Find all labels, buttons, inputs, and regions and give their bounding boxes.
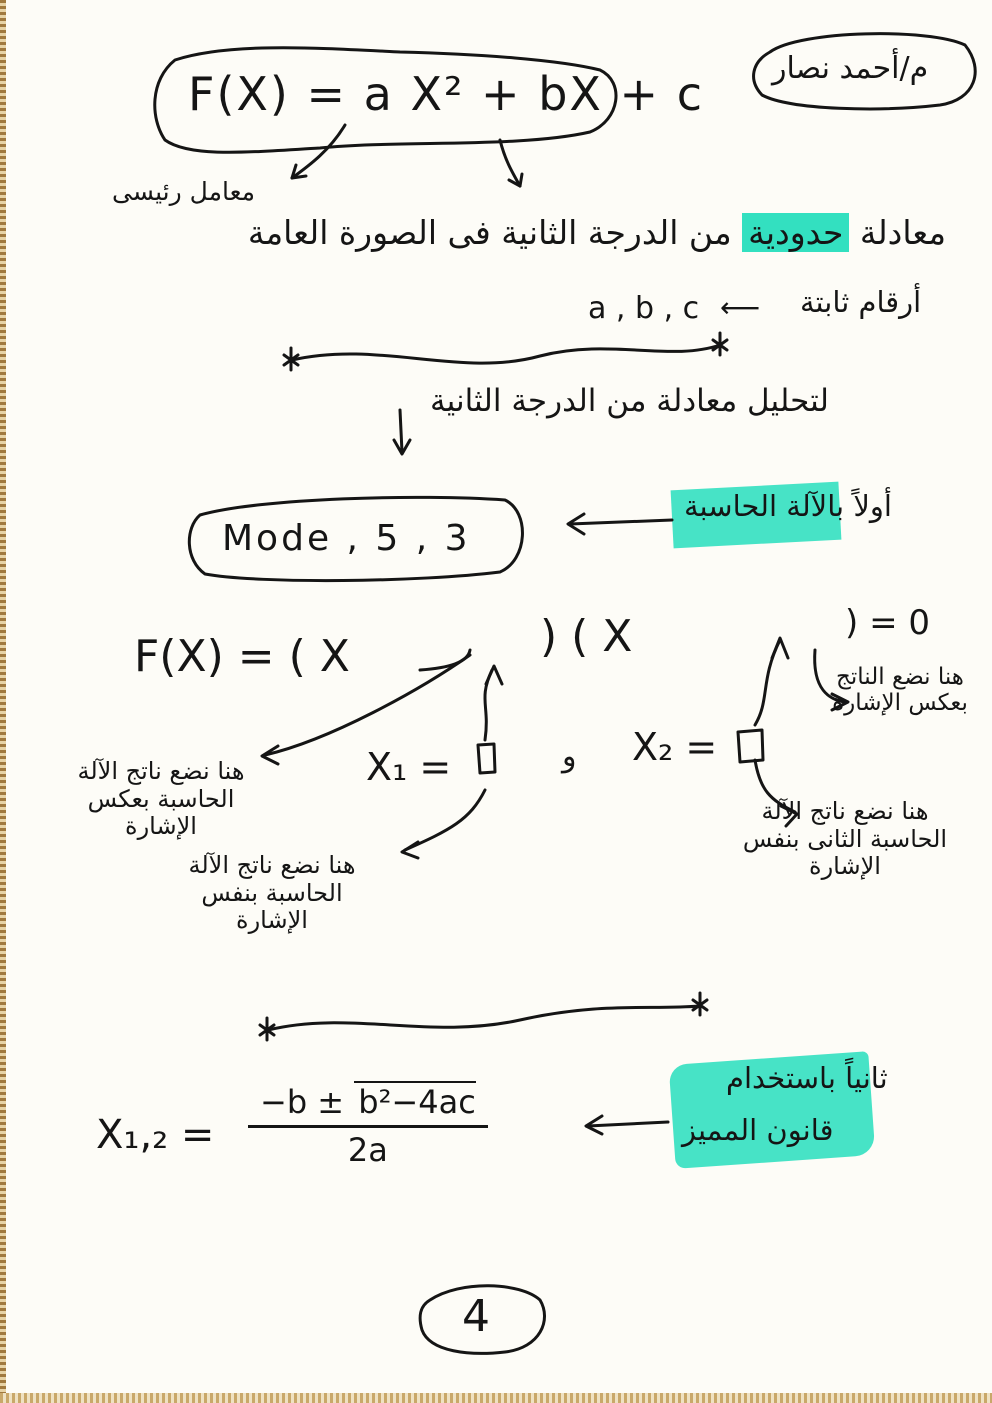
quadratic-formula-fraction bbox=[248, 1084, 488, 1169]
factored-form-middle: ) ( X bbox=[540, 611, 633, 662]
arrow-method-1 bbox=[570, 520, 672, 524]
definition-line bbox=[86, 214, 946, 252]
mode-keys: Mode , 5 , 3 bbox=[222, 518, 471, 559]
constants-values: a , b , c bbox=[588, 291, 700, 326]
formula-radicand: b²−4ac bbox=[354, 1081, 476, 1121]
formula-numerator-prefix: −b ± bbox=[260, 1083, 345, 1121]
x1-value-box bbox=[478, 744, 495, 773]
arrow-leading-coefficient bbox=[292, 125, 345, 178]
x2-value-box bbox=[738, 730, 763, 762]
page-number: 4 bbox=[462, 1291, 490, 1342]
formula-denominator: 2a bbox=[347, 1130, 388, 1169]
note-right-bottom: هنا نضع ناتج الآلة الحاسبة الثانى بنفس الإشارة bbox=[742, 797, 948, 881]
method-2-line-1: ثانياً باستخدام bbox=[726, 1061, 888, 1095]
factoring-heading: لتحليل معادلة من الدرجة الثانية bbox=[430, 383, 829, 419]
wavy-separator-2 bbox=[268, 1006, 700, 1030]
definition-rest: من الدرجة الثانية فى الصورة العامة bbox=[247, 213, 732, 252]
root-x2-label: X₂ = bbox=[632, 725, 718, 769]
method-2-line-2: قانون المميز bbox=[682, 1113, 834, 1147]
leading-coefficient-label: معامل رئيسى bbox=[112, 177, 256, 206]
wavy-separator-1 bbox=[292, 345, 720, 363]
note-left-top: هنا نضع ناتج الآلة الحاسبة بعكس الإشارة bbox=[77, 757, 245, 841]
definition-word-equation: معادلة bbox=[859, 213, 946, 252]
note-right-top: هنا نضع الناتج بعكس الإشارة bbox=[832, 664, 968, 717]
constants-label: أرقام ثابتة bbox=[800, 285, 922, 319]
arrow-down-factoring bbox=[400, 410, 402, 452]
arrow-x2-up bbox=[755, 640, 780, 725]
factored-form-lhs: F(X) = ( X bbox=[134, 631, 350, 682]
root-x1-label: X₁ = bbox=[366, 745, 452, 789]
factored-form-rhs: ) = 0 bbox=[845, 603, 930, 643]
author-name: م/أحمد نصار bbox=[772, 51, 929, 86]
note-left-bottom: هنا نضع ناتج الآلة الحاسبة بنفس الإشارة bbox=[188, 851, 356, 935]
arrow-method-2 bbox=[588, 1122, 668, 1126]
constants-arrow-icon: ⟵ bbox=[720, 291, 761, 324]
general-formula: F(X) = a X² + bX + c bbox=[188, 67, 704, 121]
method-1-label: أولاً بالآلة الحاسبة bbox=[684, 489, 892, 523]
root-joiner: و bbox=[562, 739, 577, 774]
quadratic-formula-lhs: X₁,₂ = bbox=[96, 1112, 215, 1158]
definition-highlight: حدودية bbox=[742, 213, 849, 252]
